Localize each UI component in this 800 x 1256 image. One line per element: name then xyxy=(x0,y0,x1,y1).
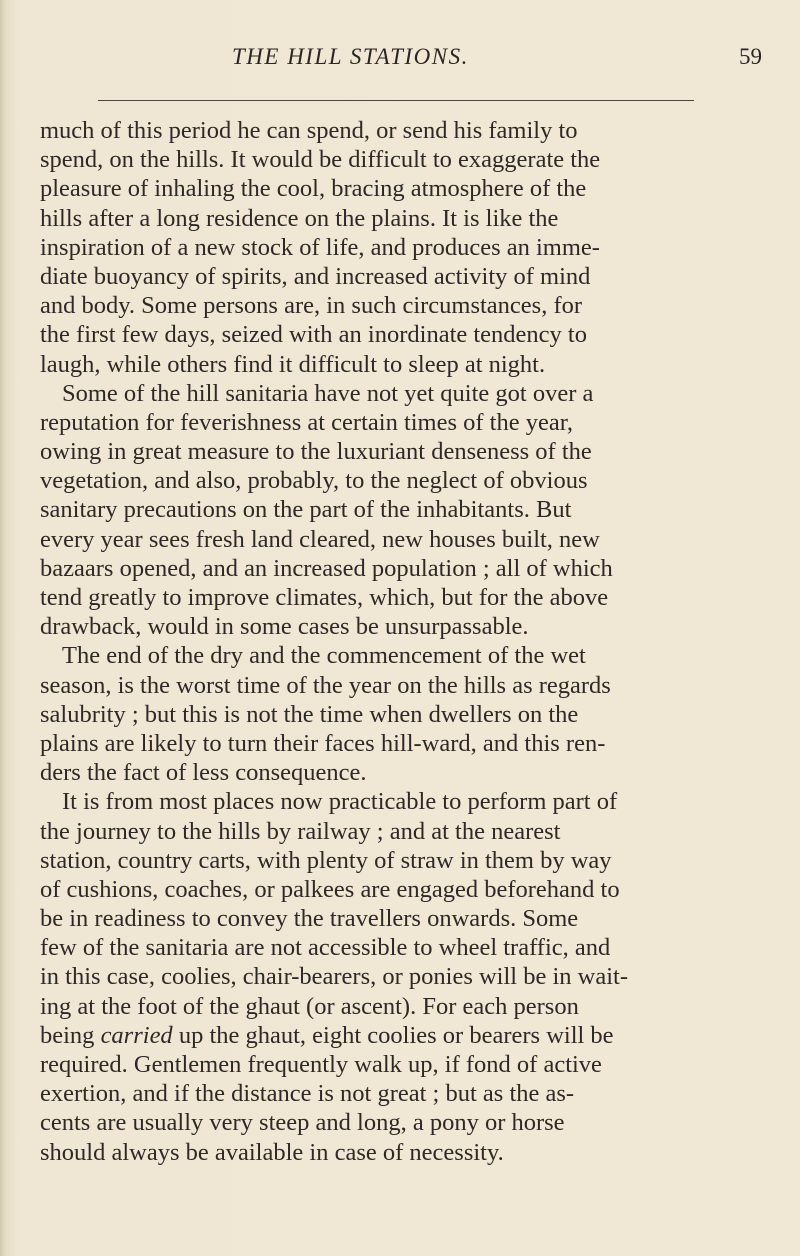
text-line: spend, on the hills. It would be difficult to exaggerate the xyxy=(40,146,601,174)
running-title: THE HILL STATIONS. xyxy=(232,44,469,69)
text-line: be in readiness to convey the travellers onwards. Some xyxy=(40,905,579,933)
text-line: owing in great measure to the luxuriant denseness of the xyxy=(40,438,592,466)
text-line: ing at the foot of the ghaut (or ascent). For each person xyxy=(40,992,579,1020)
text-line: sanitary precautions on the part of the inhabitants. But xyxy=(40,496,572,524)
text-line: laugh, while others find it difficult to sleep at night. xyxy=(40,350,546,378)
text-line: few of the sanitaria are not accessible to wheel traffic, and xyxy=(40,934,611,962)
running-head xyxy=(40,44,768,80)
text-line: much of this period he can spend, or send his family to xyxy=(40,117,578,144)
text-line: required. Gentlemen frequently walk up, if fond of active xyxy=(40,1051,602,1078)
text-line: season, is the worst time of the year on the hills as regards xyxy=(40,671,611,699)
text-line: ders the fact of less consequence. xyxy=(40,759,367,787)
italic-word: carried xyxy=(100,1021,173,1049)
text-line: salubrity ; but this is not the time when dwellers on the xyxy=(40,700,579,728)
text-line: in this case, coolies, chair-bearers, or ponies will be in wait- xyxy=(40,963,628,991)
text-line: should always be available in case of necessity. xyxy=(40,1138,504,1166)
text-line: pleasure of inhaling the cool, bracing atmosphere of the xyxy=(40,175,587,203)
text-line: and body. Some persons are, in such circumstances, for xyxy=(40,292,583,320)
text-line: station, country carts, with plenty of straw in them by way xyxy=(40,846,612,874)
text-line: diate buoyancy of spirits, and increased activity of mind xyxy=(40,262,591,290)
body-text xyxy=(40,116,770,1167)
text-line: every year sees fresh land cleared, new houses built, new xyxy=(40,525,600,553)
text-line: cents are usually very steep and long, a pony or horse xyxy=(40,1109,565,1137)
text-line: of cushions, coaches, or palkees are engaged beforehand to xyxy=(40,875,620,903)
text-line: plains are likely to turn their faces hill-ward, and this ren- xyxy=(40,729,606,757)
paragraph-start-line: It is from most places now practicable to perform part of xyxy=(62,788,618,816)
italic-line-after: up the ghaut, eight coolies or bearers will be xyxy=(172,1021,614,1049)
text-line-with-italic xyxy=(40,1021,770,1050)
paragraph-start-line: Some of the hill sanitaria have not yet quite got over a xyxy=(62,379,594,407)
text-line: hills after a long residence on the plains. It is like the xyxy=(40,204,559,232)
text-line: drawback, would in some cases be unsurpassable. xyxy=(40,613,529,641)
text-line: the journey to the hills by railway ; and at the nearest xyxy=(40,817,561,845)
text-line: exertion, and if the distance is not great ; but as the as- xyxy=(40,1080,575,1108)
text-line: vegetation, and also, probably, to the neglect of obvious xyxy=(40,467,588,495)
text-line: tend greatly to improve climates, which, but for the above xyxy=(40,584,609,611)
header-rule xyxy=(98,100,694,101)
page-number: 59 xyxy=(739,44,762,69)
text-line: bazaars opened, and an increased population ; all of which xyxy=(40,554,613,582)
paragraph-start-line: The end of the dry and the commencement of the wet xyxy=(62,642,586,670)
text-line: reputation for feverishness at certain times of the year, xyxy=(40,408,574,436)
italic-line-before: being xyxy=(40,1021,101,1049)
text-line: inspiration of a new stock of life, and produces an imme- xyxy=(40,233,600,261)
text-line: the first few days, seized with an inordinate tendency to xyxy=(40,321,587,349)
